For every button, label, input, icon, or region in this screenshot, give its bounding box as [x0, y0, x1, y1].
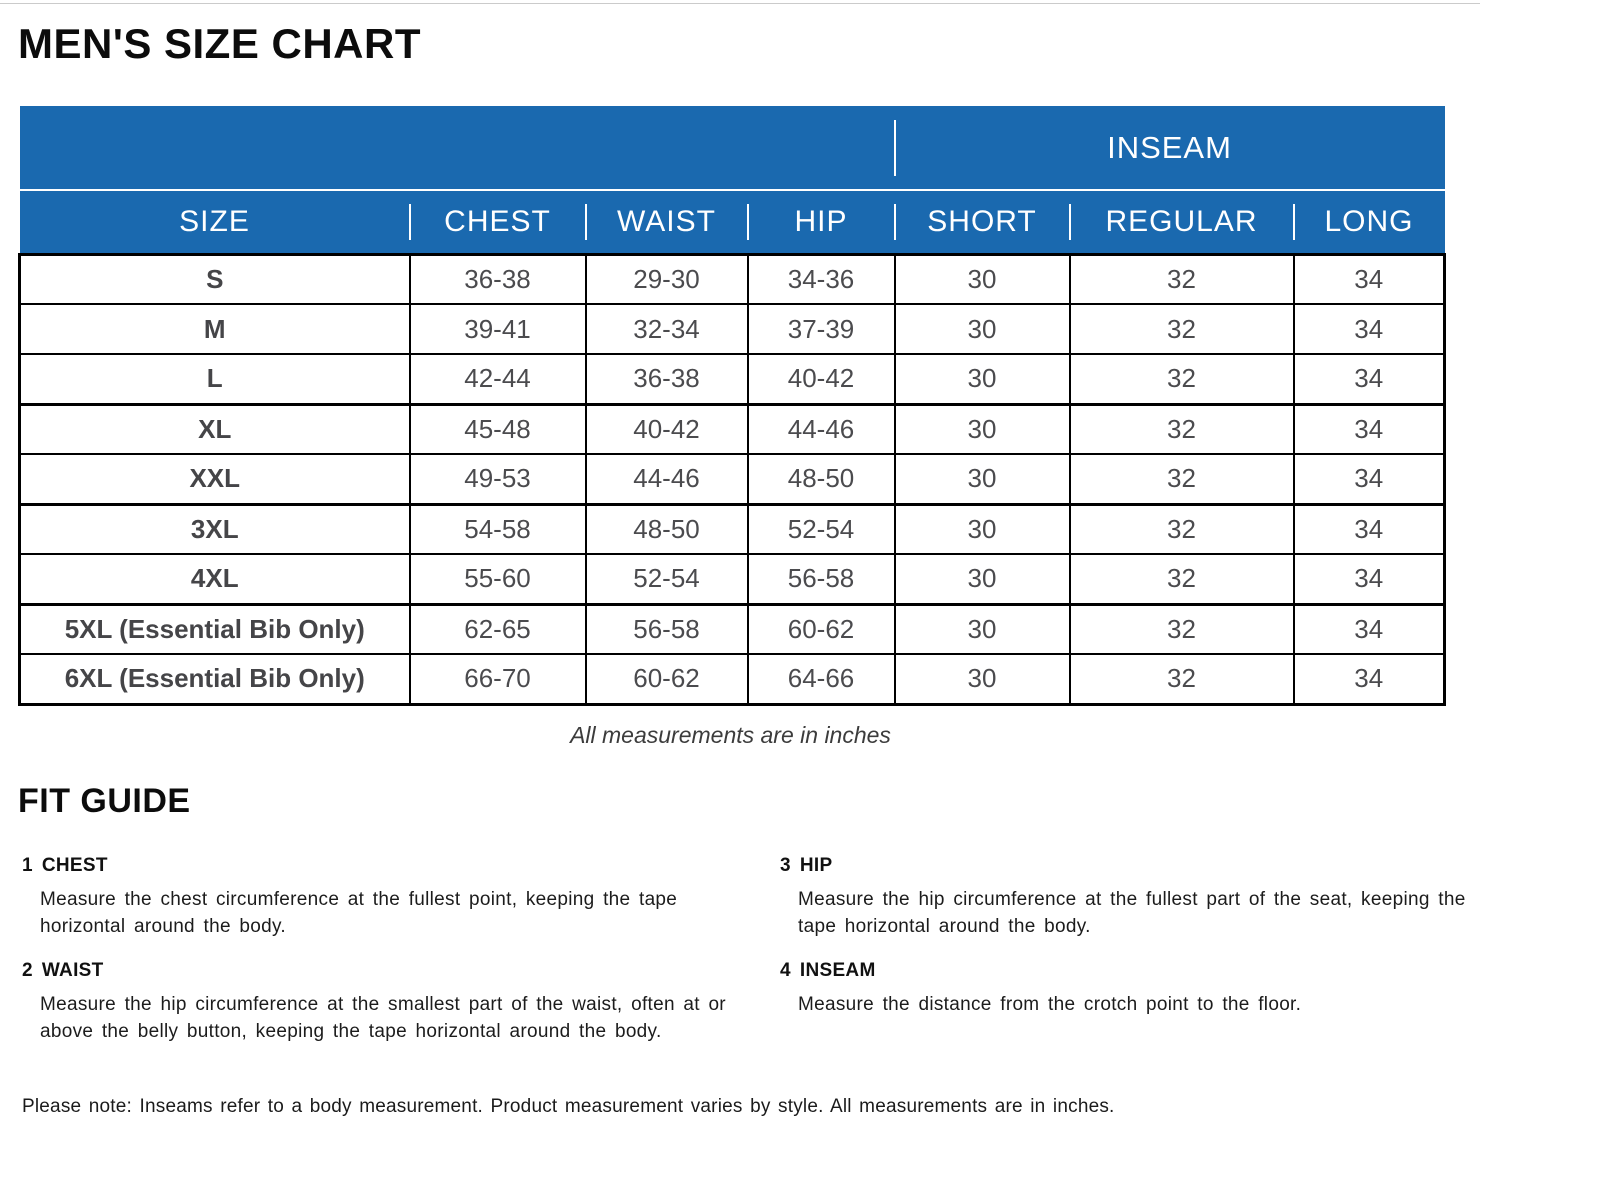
waist-value: 40-42 [586, 404, 748, 454]
fit-item-label: CHEST [41, 855, 108, 876]
chest-value: 62-65 [410, 604, 586, 654]
chest-value: 39-41 [410, 304, 586, 354]
inseam-short-value: 30 [895, 454, 1070, 504]
col-header-regular: REGULAR [1070, 190, 1294, 254]
hip-value: 37-39 [748, 304, 895, 354]
chest-value: 55-60 [410, 554, 586, 604]
col-header-chest: CHEST [410, 190, 586, 254]
inseam-short-value: 30 [895, 554, 1070, 604]
inseam-regular-value: 32 [1070, 354, 1294, 404]
inseam-regular-value: 32 [1070, 604, 1294, 654]
col-header-hip: HIP [748, 190, 895, 254]
inseam-long-value: 34 [1294, 554, 1445, 604]
fit-item-description: Measure the hip circumference at the fullest part of the seat, keeping the tape horizontal around the body. [798, 889, 1466, 937]
inseam-long-value: 34 [1294, 404, 1445, 454]
size-table-header [20, 106, 1445, 254]
inseam-long-value: 34 [1294, 504, 1445, 554]
waist-value: 48-50 [586, 504, 748, 554]
fit-item-number: 2 [22, 960, 33, 981]
table-row-xl [20, 404, 1445, 454]
waist-value: 36-38 [586, 354, 748, 404]
waist-value: 32-34 [586, 304, 748, 354]
table-row-4xl [20, 554, 1445, 604]
size-label: XXL [20, 454, 410, 504]
waist-value: 29-30 [586, 254, 748, 304]
hip-value: 64-66 [748, 654, 895, 704]
fit-item-label: HIP [799, 855, 833, 876]
size-table-body [20, 254, 1445, 704]
chest-value: 36-38 [410, 254, 586, 304]
inseam-short-value: 30 [895, 254, 1070, 304]
inseam-short-value: 30 [895, 404, 1070, 454]
inseam-long-value: 34 [1294, 454, 1445, 504]
fit-item-label: WAIST [41, 960, 104, 981]
fit-guide-title: FIT GUIDE [18, 782, 191, 820]
inseam-regular-value: 32 [1070, 454, 1294, 504]
waist-value: 52-54 [586, 554, 748, 604]
size-label: 4XL [20, 554, 410, 604]
fit-item-heading [22, 855, 728, 877]
col-header-waist: WAIST [586, 190, 748, 254]
chest-value: 66-70 [410, 654, 586, 704]
size-label: 3XL [20, 504, 410, 554]
fit-item-description: Measure the distance from the crotch point to the floor. [798, 994, 1302, 1015]
inseam-long-value: 34 [1294, 354, 1445, 404]
inseam-short-value: 30 [895, 504, 1070, 554]
fit-item-number: 4 [780, 960, 791, 981]
table-header-blank-cell [20, 106, 895, 190]
inseam-regular-value: 32 [1070, 404, 1294, 454]
table-row-6xl [20, 654, 1445, 704]
hip-value: 56-58 [748, 554, 895, 604]
waist-value: 60-62 [586, 654, 748, 704]
table-row-xxl [20, 454, 1445, 504]
inseam-regular-value: 32 [1070, 304, 1294, 354]
fit-item-number: 3 [780, 855, 791, 876]
inseam-short-value: 30 [895, 654, 1070, 704]
col-header-long: LONG [1294, 190, 1445, 254]
inseam-regular-value: 32 [1070, 254, 1294, 304]
waist-value: 56-58 [586, 604, 748, 654]
fit-guide-item-inseam [780, 960, 1486, 1018]
inseam-group-header: INSEAM [895, 106, 1445, 190]
fit-item-label: INSEAM [799, 960, 876, 981]
hip-value: 44-46 [748, 404, 895, 454]
hip-value: 48-50 [748, 454, 895, 504]
table-row-l [20, 354, 1445, 404]
page-top-divider [0, 3, 1480, 4]
footer-note: Please note: Inseams refer to a body measurement. Product measurement varies by style. All measurements are in inches. [22, 1096, 1115, 1117]
inseam-regular-value: 32 [1070, 654, 1294, 704]
table-row-s [20, 254, 1445, 304]
size-label: M [20, 304, 410, 354]
table-row-m [20, 304, 1445, 354]
fit-guide-item-hip [780, 855, 1486, 940]
mens-size-table [18, 106, 1446, 706]
inseam-regular-value: 32 [1070, 504, 1294, 554]
inseam-long-value: 34 [1294, 604, 1445, 654]
table-column-header-row [20, 190, 1445, 254]
inseam-long-value: 34 [1294, 304, 1445, 354]
hip-value: 40-42 [748, 354, 895, 404]
waist-value: 44-46 [586, 454, 748, 504]
size-label: S [20, 254, 410, 304]
fit-item-heading [780, 960, 1486, 982]
fit-item-description: Measure the hip circumference at the smallest part of the waist, often at or above the belly button, keeping the tape horizontal around the body. [40, 994, 726, 1042]
table-row-5xl [20, 604, 1445, 654]
fit-guide-item-chest [22, 855, 728, 940]
fit-guide-item-waist [22, 960, 728, 1045]
table-row-3xl [20, 504, 1445, 554]
chest-value: 45-48 [410, 404, 586, 454]
chest-value: 54-58 [410, 504, 586, 554]
col-header-short: SHORT [895, 190, 1070, 254]
table-group-header-row [20, 106, 1445, 190]
page-title: MEN'S SIZE CHART [18, 20, 422, 67]
hip-value: 60-62 [748, 604, 895, 654]
chest-value: 42-44 [410, 354, 586, 404]
size-label: XL [20, 404, 410, 454]
col-header-size: SIZE [20, 190, 410, 254]
units-note: All measurements are in inches [570, 722, 891, 748]
size-label: 6XL (Essential Bib Only) [20, 654, 410, 704]
size-label: L [20, 354, 410, 404]
inseam-long-value: 34 [1294, 254, 1445, 304]
hip-value: 52-54 [748, 504, 895, 554]
inseam-short-value: 30 [895, 354, 1070, 404]
inseam-short-value: 30 [895, 604, 1070, 654]
hip-value: 34-36 [748, 254, 895, 304]
inseam-long-value: 34 [1294, 654, 1445, 704]
inseam-short-value: 30 [895, 304, 1070, 354]
fit-item-heading [780, 855, 1486, 877]
chest-value: 49-53 [410, 454, 586, 504]
fit-item-number: 1 [22, 855, 33, 876]
size-label: 5XL (Essential Bib Only) [20, 604, 410, 654]
fit-item-description: Measure the chest circumference at the fullest point, keeping the tape horizontal around the body. [40, 889, 678, 937]
inseam-regular-value: 32 [1070, 554, 1294, 604]
fit-item-heading [22, 960, 728, 982]
